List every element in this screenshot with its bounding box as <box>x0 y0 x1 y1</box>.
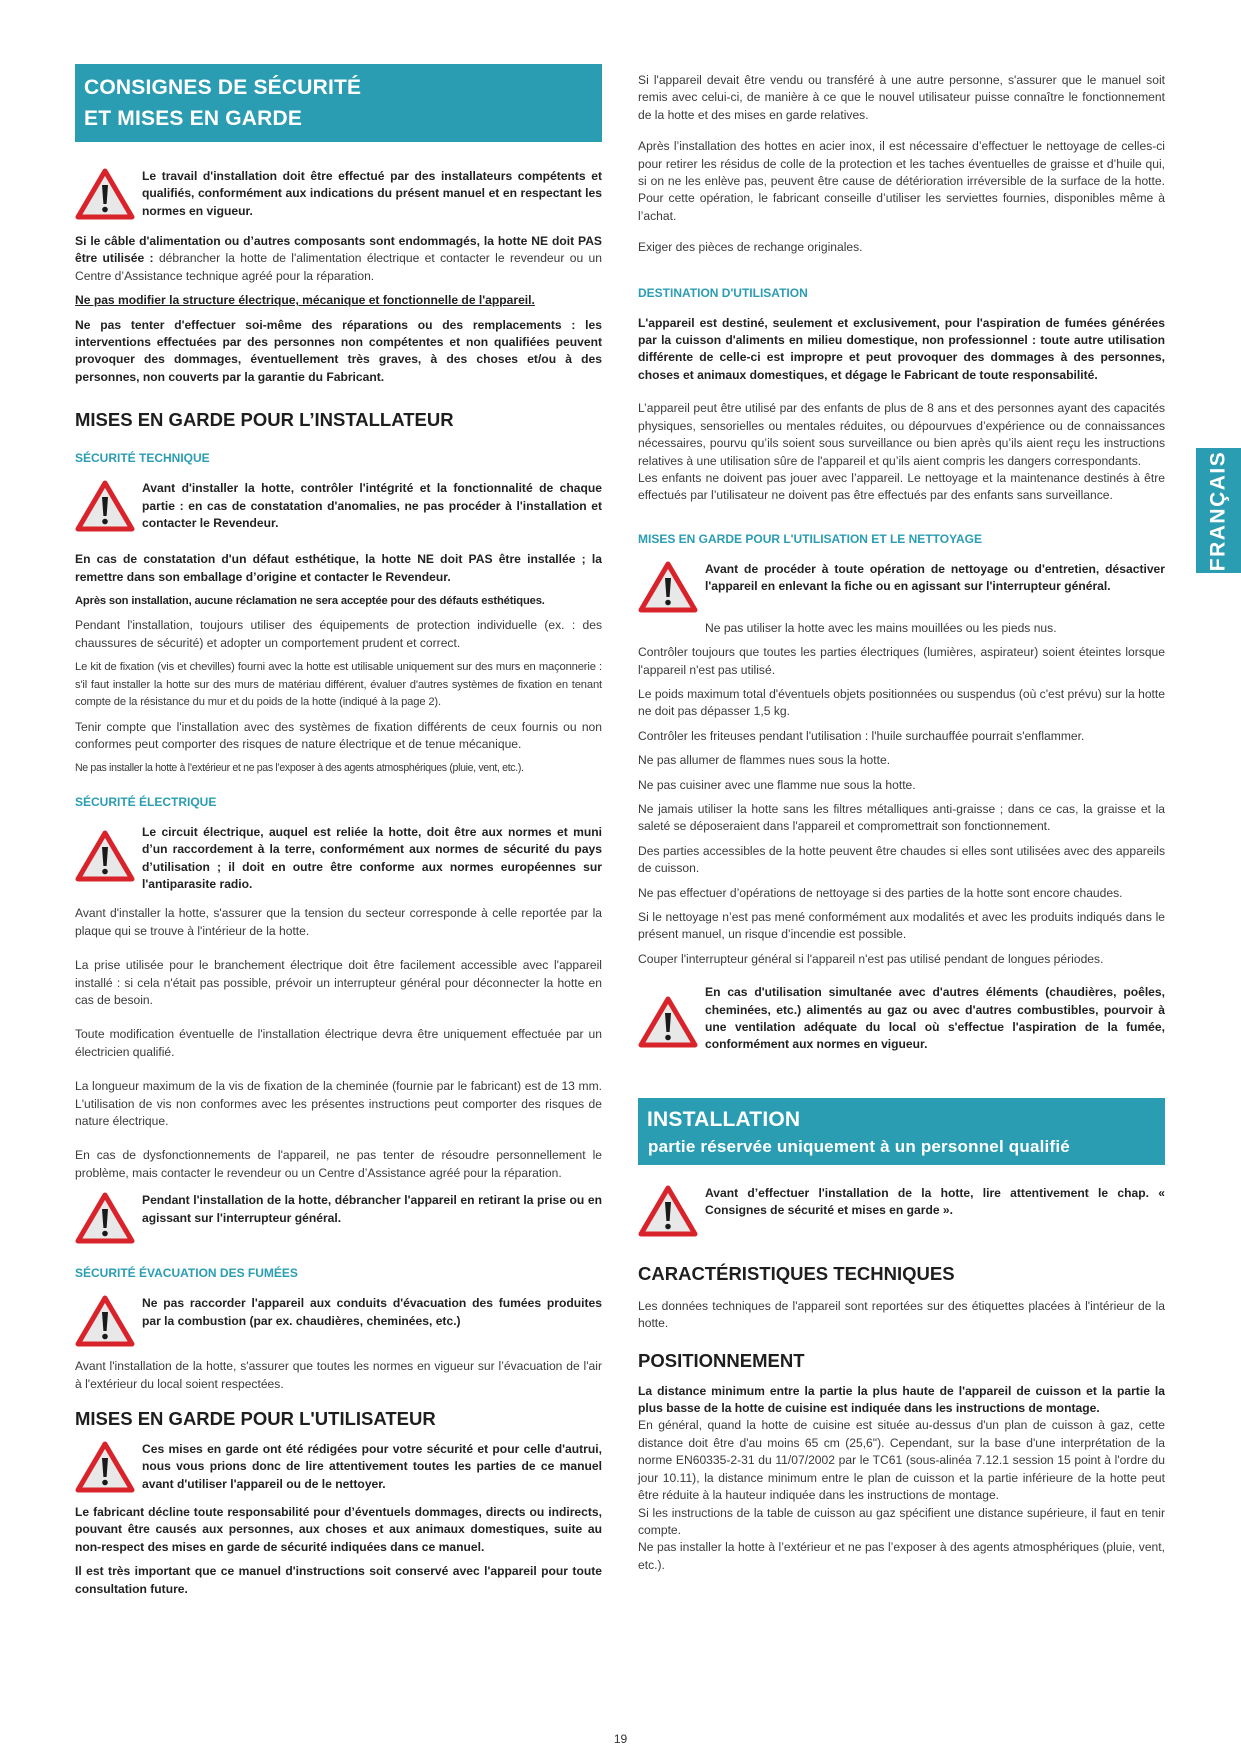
paragraph-hot-cleaning: Ne pas effectuer d’opérations de nettoyage si des parties de la hotte sont encore chaudes. <box>638 885 1123 900</box>
warning-text: Le travail d'installation doit être effectué par des installateurs compétents et qualifiés, conformément aux indications du présent manuel et en respectant les normes en vigueur. <box>142 169 602 218</box>
paragraph-specs: Les données techniques de l'appareil sont reportées sur des étiquettes placées à l'intérieur de la hotte. <box>638 1298 1165 1331</box>
paragraph-inox: Après l’installation des hottes en acier inox, il est nécessaire d’effectuer le nettoyage de celles-ci pour retirer les résidus de colle de la protection et les taches éventuelles de graisse et d’huile qui, si on ne les enlève pas, peuvent être cause de détérioration irréversible de la surface de la hotte. Pour cette opération, le fabricant conseille d’utiliser les serviettes fournies, disponibles même à l’achat. <box>638 139 1165 223</box>
paragraph-keep-manual: Il est très important que ce manuel d'instructions soit conservé avec l'appareil pour toute consultation future. <box>75 1564 602 1596</box>
paragraph-spares: Exiger des pièces de rechange originales. <box>638 240 863 255</box>
warning-text: Avant d’effectuer l'installation de la hotte, lire attentivement le chap. « Consignes de sécurité et mises en garde ». <box>705 1185 1165 1218</box>
heading-installer: MISES EN GARDE POUR L’INSTALLATEUR <box>75 409 454 431</box>
banner-installation-title: INSTALLATION <box>647 1107 801 1131</box>
warning-block <box>75 168 602 225</box>
heading-positioning: POSITIONNEMENT <box>638 1349 805 1371</box>
heading-electrical-safety: SÉCURITÉ ÉLECTRIQUE <box>75 794 217 809</box>
paragraph-lights: Contrôler toujours que toutes les parties électriques (lumières, aspirateur) soient éteintes lorsque l'appareil n'est pas utilisé. <box>638 645 1165 677</box>
paragraph-plug: La prise utilisée pour le branchement électrique doit être facilement accessible avec l'appareil installé : si cela n'était pas possible, prévoir un interrupteur général pour déconnecter la hotte en cas de besoin. <box>75 958 602 1007</box>
paragraph-liability: Le fabricant décline toute responsabilité pour d’éventuels dommages, directs ou indirects, pouvant être causés aux personnes, aux choses et aux animaux domestiques, suite au non-respect des mises en garde de sécurité indiquées dans ce manuel. <box>75 1505 602 1554</box>
banner-title-line2: ET MISES EN GARDE <box>84 107 303 130</box>
section-banner-installation <box>638 1098 1165 1165</box>
warning-triangle-icon <box>75 480 137 537</box>
paragraph-main-switch: Couper l'interrupteur général si l'appareil n'est pas utilisé pendant de longues périodes. <box>638 951 1104 966</box>
language-label: FRANÇAIS <box>1206 450 1230 571</box>
warning-triangle-icon <box>638 1185 700 1242</box>
paragraph-hot-parts: Des parties accessibles de la hotte peuvent être chaudes si elles sont utilisées avec des appareils de cuisson. <box>638 843 1165 876</box>
paragraph-no-modify: Ne pas modifier la structure électrique, mécanique et fonctionnelle de l'appareil. <box>75 293 535 308</box>
banner-title-line1: CONSIGNES DE SÉCURITÉ <box>84 76 362 99</box>
warning-text: Ces mises en garde ont été rédigées pour votre sécurité et pour celle d'autrui, nous vous prions donc de lire attentivement toutes les parties de ce manuel avant d'utiliser l'appareil ou de le nettoyer. <box>142 1442 602 1491</box>
warning-block <box>638 1185 1165 1242</box>
paragraph-position-1: En général, quand la hotte de cuisine est située au-dessus d'un plan de cuisson à gaz, cette distance doit être d'au moins 65 cm (25,6"). Cependant, sur la base d'une interprétation de la norme EN60335-2-31 du 11/07/2002 par le TC61 (sous-alinéa 7.12.1 session 15 point à l'ordre du jour 10.11), la distance minimum entre le plan de cuisson et la partie inférieure de la hotte peut être réduite à la hauteur indiquée dans les instructions de montage. <box>638 1418 1165 1503</box>
warning-block <box>75 1441 602 1498</box>
warning-triangle-icon <box>638 984 700 1053</box>
paragraph-destination: L'appareil est destiné, seulement et exclusivement, pour l'aspiration de fumées générées par la cuisson d'aliments en milieu domestique, non professionnel : toute autre utilisation différente de celle-ci est impropre et peut provoquer des dommages à des personnes, choses et animaux domestiques, et dégage le Fabricant de toute responsabilité. <box>638 315 1165 382</box>
paragraph-evacuation: Avant l'installation de la hotte, s'assurer que toutes les normes en vigueur sur l’évacuation de l'air à l'extérieur du local soient respectées. <box>75 1359 602 1391</box>
section-banner-safety <box>75 64 602 142</box>
heading-destination: DESTINATION D'UTILISATION <box>638 285 808 300</box>
warning-text: Le circuit électrique, auquel est reliée la hotte, doit être aux normes et muni d’un raccordement à la terre, conformément aux normes de sécurité du pays d’utilisation ; il doit en outre être conforme aux normes européennes sur l'antiparasite radio. <box>142 824 602 891</box>
paragraph-cable-bold: Si le câble d'alimentation ou d’autres composants sont endommagés, la hotte NE doit PAS être utilisée : <box>75 234 602 266</box>
paragraph-fryer: Contrôler les friteuses pendant l'utilisation : l'huile surchauffée pourrait s'enflammer. <box>638 728 1085 743</box>
warning-triangle-icon <box>638 561 700 618</box>
paragraph-claim: Après son installation, aucune réclamation ne sera acceptée pour des défauts esthétiques. <box>75 595 545 608</box>
paragraph-cable-rest: débrancher la hotte de l'alimentation électrique et contacter le revendeur ou un Centre d’Assistance technique agréé pour la réparation. <box>75 251 603 283</box>
heading-user: MISES EN GARDE POUR L'UTILISATEUR <box>75 1408 436 1430</box>
paragraph-wet-hands: Ne pas utiliser la hotte avec les mains mouillées ou les pieds nus. <box>705 620 1057 635</box>
right-column <box>638 72 1165 1581</box>
warning-triangle-icon <box>75 1295 137 1352</box>
warning-text: Avant de procéder à toute opération de nettoyage ou d'entretien, désactiver l'appareil en enlevant la fiche ou en agissant sur l'interrupteur général. <box>705 561 1165 594</box>
heading-technical-specs: CARACTÉRISTIQUES TECHNIQUES <box>638 1262 955 1284</box>
paragraph-flames: Ne pas allumer de flammes nues sous la hotte. <box>638 753 891 768</box>
warning-text: Ne pas raccorder l'appareil aux conduits d'évacuation des fumées produites par la combustion (par ex. chaudières, cheminées, etc.) <box>142 1296 602 1328</box>
paragraph-position-3: Ne pas installer la hotte à l’extérieur et ne pas l’exposer à des agents atmosphériques (pluie, vent, etc.). <box>638 1540 1165 1572</box>
paragraph-position-2: Si les instructions de la table de cuisson au gaz spécifient une distance supérieure, il faut en tenir compte. <box>638 1505 1165 1537</box>
warning-triangle-icon <box>75 1441 137 1498</box>
paragraph-cable <box>75 233 602 285</box>
paragraph-voltage: Avant d'installer la hotte, s'assurer que la tension du secteur corresponde à celle reportée par la plaque qui se trouve à l'intérieur de la hotte. <box>75 906 602 938</box>
paragraph-children-2: Les enfants ne doivent pas jouer avec l’appareil. Le nettoyage et la maintenance destinés à être effectués par l’utilisateur ne doivent pas être effectués par des enfants sans surveillance. <box>638 470 1165 503</box>
paragraph-sold: Si l'appareil devait être vendu ou transféré à une autre personne, s'assurer que le manuel soit remis avec celui-ci, de manière à ce que le nouvel utilisateur puisse connaître le fonctionnement de la hotte et des mises en garde relatives. <box>638 73 1165 122</box>
warning-block <box>75 480 602 537</box>
warning-block <box>75 1192 602 1249</box>
paragraph-defect: En cas de constatation d'un défaut esthétique, la hotte NE doit PAS être installée ; la remettre dans son emballage d’origine et contacter le Revendeur. <box>75 552 602 584</box>
warning-triangle-icon <box>75 824 137 887</box>
warning-text: En cas d'utilisation simultanée avec d'autres éléments (chaudières, poêles, cheminées, etc.) alimentés au gaz ou avec d'autres combustibles, pourvoir à une ventilation adéquate du local où s'effectue l'aspiration de la fumée, conformément aux normes en vigueur. <box>705 985 1165 1052</box>
paragraph-screw: La longueur maximum de la vis de fixation de la cheminée (fournie par le fabricant) est de 13 mm. L'utilisation de vis non conformes avec les présentes instructions peut comporter des risques de nature électrique. <box>75 1079 602 1128</box>
warning-block <box>638 561 1165 618</box>
banner-installation-subtitle: partie réservée uniquement à un personnel qualifié <box>648 1136 1070 1156</box>
left-column <box>75 64 602 1605</box>
heading-technical-safety: SÉCURITÉ TECHNIQUE <box>75 451 210 466</box>
heading-usage-cleaning: MISES EN GARDE POUR L'UTILISATION ET LE NETTOYAGE <box>638 531 982 546</box>
paragraph-outdoor: Ne pas installer la hotte à l’extérieur et ne pas l’exposer à des agents atmosphériques (pluie, vent, etc.). <box>75 762 524 775</box>
paragraph-flame-cooking: Ne pas cuisiner avec une flamme nue sous la hotte. <box>638 777 916 792</box>
warning-block <box>638 984 1165 1054</box>
language-side-tab <box>1196 448 1241 573</box>
paragraph-fire-risk: Si le nettoyage n’est pas mené conformément aux modalités et avec les produits indiqués dans le présent manuel, un risque d’incendie est possible. <box>638 910 1165 942</box>
warning-text: Pendant l'installation de la hotte, débrancher l'appareil en retirant la prise ou en agissant sur l'interrupteur général. <box>142 1193 602 1225</box>
heading-fumes-safety: SÉCURITÉ ÉVACUATION DES FUMÉES <box>75 1266 298 1281</box>
paragraph-electrician: Toute modification éventuelle de l'installation électrique devra être uniquement effectuée par un électricien qualifié. <box>75 1027 602 1059</box>
warning-block <box>75 1295 602 1352</box>
paragraph-children: L’appareil peut être utilisé par des enfants de plus de 8 ans et des personnes ayant des capacités physiques, sensorielles ou mentales réduites, ou dépourvues d’expérience ou de connaissances nécessaires, pourvu qu’ils soient sous surveillance ou bien après qu’ils aient reçu les instructions relatives à une utilisation sûre de l'appareil et qu’ils aient compris les dangers correspondants. <box>638 401 1165 468</box>
paragraph-malfunction: En cas de dysfonctionnements de l'appareil, ne pas tenter de résoudre personnellement le problème, mais contacter le revendeur ou un Centre d’Assistance agréé pour la réparation. <box>75 1148 602 1180</box>
warning-text: Avant d'installer la hotte, contrôler l'intégrité et la fonctionnalité de chaque partie : en cas de constatation d'anomalies, ne pas procéder à l'installation et contacter le Revendeur. <box>142 481 602 531</box>
paragraph-fixation: Tenir compte que l'installation avec des systèmes de fixation différents de ceux fournis ou non conformes peut comporter des risques de nature électrique et de tenue mécanique. <box>75 719 602 751</box>
paragraph-no-repair: Ne pas tenter d'effectuer soi-même des réparations ou des remplacements : les interventions effectuées par des personnes non compétentes et non qualifiées peuvent provoquer des dommages, éventuellement très graves, à des choses et/ou à des personnes, non couverts par la garantie du Fabricant. <box>75 317 602 384</box>
warning-triangle-icon <box>75 1192 137 1249</box>
warning-block <box>75 824 602 894</box>
paragraph-position-bold: La distance minimum entre la partie la plus haute de l'appareil de cuisson et la partie la plus basse de la hotte de cuisine est indiquée dans les instructions de montage. <box>638 1383 1165 1416</box>
page-number: 19 <box>613 1732 628 1746</box>
paragraph-kit: Le kit de fixation (vis et chevilles) fourni avec la hotte est utilisable uniquement sur des murs en maçonnerie : s'il faut installer la hotte sur des murs de matériau différent, évaluer d'autres systèmes de fixation en tenant compte de la résistance du mur et du poids de la hotte (indiqué à la page 2). <box>75 661 602 709</box>
paragraph-weight: Le poids maximum total d'éventuels objets positionnées ou suspendus (où c'est prévu) sur la hotte ne doit pas dépasser 1,5 kg. <box>638 686 1165 719</box>
warning-triangle-icon <box>75 168 137 225</box>
paragraph-protection: Pendant l'installation, toujours utiliser des équipements de protection individuelle (ex. : des chaussures de sécurité) et adopter un comportement prudent et correct. <box>75 618 602 650</box>
paragraph-filters: Ne jamais utiliser la hotte sans les filtres métalliques anti-graisse ; dans ce cas, la graisse et la saleté se déposeraient dans l'appareil et compromettrait son fonctionnement. <box>638 801 1165 834</box>
